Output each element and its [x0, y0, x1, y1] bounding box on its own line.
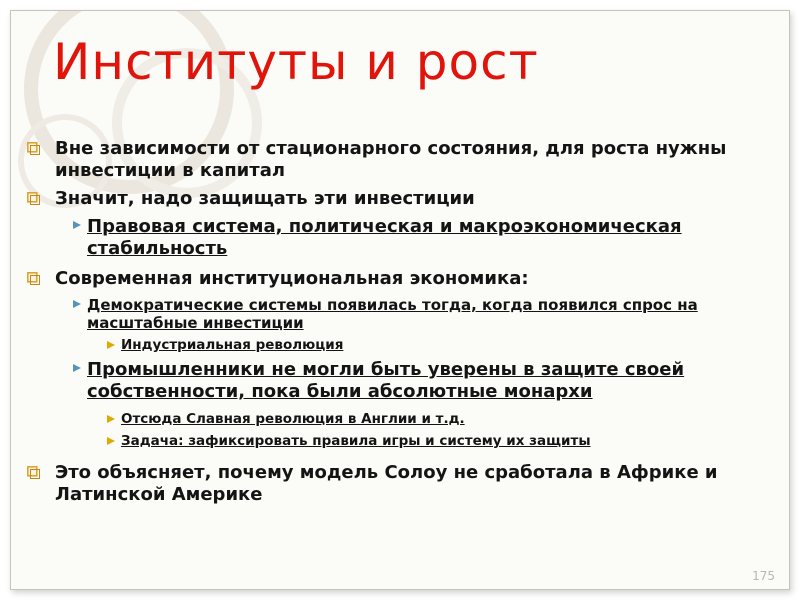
- triangle-bullet-icon: [73, 364, 81, 372]
- bullet-text: Отсюда Славная революция в Англии и т.д.: [121, 411, 465, 427]
- triangle-bullet-icon: [107, 415, 115, 423]
- bullet-text: Демократические системы появилась тогда, когда появился спрос на масштабные инвестиции: [87, 296, 698, 332]
- bullet-item: [25, 462, 755, 506]
- square-bullet-icon: [27, 142, 40, 155]
- sub-bullet-item: [73, 216, 755, 260]
- triangle-bullet-icon: [73, 221, 81, 229]
- sub-sub-bullet-item: [107, 433, 755, 450]
- bullet-list: [25, 138, 755, 512]
- bullet-text: Это объясняет, почему модель Солоу не сработала в Африке и Латинской Америке: [55, 462, 718, 505]
- sub-bullet-item: [73, 296, 755, 332]
- bullet-text: Вне зависимости от стационарного состояния, для роста нужны инвестиции в капитал: [55, 138, 727, 181]
- sub-sub-bullet-item: [107, 411, 755, 428]
- triangle-bullet-icon: [73, 300, 81, 308]
- triangle-bullet-icon: [107, 437, 115, 445]
- sub-sub-bullet-item: [107, 337, 755, 354]
- slide-title: Институты и рост: [53, 33, 539, 91]
- slide-frame: [10, 10, 790, 590]
- bullet-item: [25, 268, 755, 290]
- square-bullet-icon: [27, 272, 40, 285]
- square-bullet-icon: [27, 466, 40, 479]
- square-bullet-icon: [27, 192, 40, 205]
- page-number: 175: [752, 569, 775, 583]
- bullet-text: Современная институциональная экономика:: [55, 268, 529, 289]
- triangle-bullet-icon: [107, 341, 115, 349]
- bullet-text: Значит, надо защищать эти инвестиции: [55, 188, 475, 209]
- sub-bullet-item: [73, 359, 755, 403]
- bullet-text: Правовая система, политическая и макроэкономическая стабильность: [87, 216, 682, 259]
- bullet-text: Промышленники не могли быть уверены в защите своей собственности, пока были абсолютные монархи: [87, 359, 685, 402]
- bullet-text: Индустриальная революция: [121, 337, 344, 353]
- bullet-text: Задача: зафиксировать правила игры и систему их защиты: [121, 433, 591, 449]
- bullet-item: [25, 138, 755, 182]
- bullet-item: [25, 188, 755, 210]
